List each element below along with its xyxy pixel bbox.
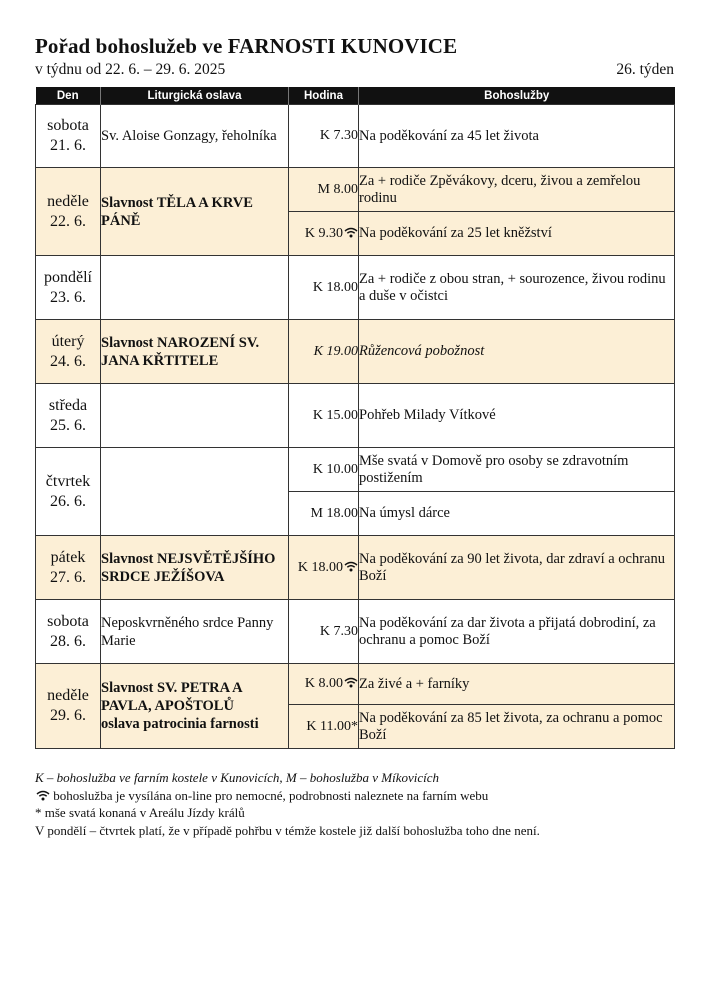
hour-text: K 9.30 <box>304 225 343 241</box>
hour-text: K 8.00 <box>304 676 343 691</box>
day-name: středa <box>48 396 88 414</box>
day-cell <box>36 536 101 600</box>
service-cell: Na poděkování za 85 let života, za ochranu a pomoc Boží <box>359 705 675 749</box>
wifi-icon <box>344 677 358 688</box>
day-cell <box>36 448 101 536</box>
service-cell: Za + rodiče Zpěvákovy, dceru, živou a zemřelou rodinu <box>359 168 675 212</box>
day-cell <box>36 320 101 384</box>
day-cell <box>36 256 101 320</box>
feast-cell: Slavnost TĚLA A KRVE PÁNĚ <box>101 168 289 256</box>
day-name: pondělí <box>44 268 92 286</box>
feast-cell <box>101 448 289 536</box>
day-name: neděle <box>47 687 89 704</box>
table-row <box>36 105 675 168</box>
feast-title: Slavnost SV. PETRA A PAVLA, APOŠTOLŮ <box>101 680 242 714</box>
service-cell: Pohřeb Milady Vítkové <box>359 384 675 448</box>
table-row <box>36 256 675 320</box>
header-feast: Liturgická oslava <box>101 87 289 105</box>
service-cell: Na poděkování za 45 let života <box>359 105 675 168</box>
hour-cell: K 11.00* <box>289 705 359 749</box>
online-note-text: bohoslužba je vysílána on-line pro nemocné, podrobnosti naleznete na farním webu <box>53 787 489 803</box>
feast-cell <box>101 384 289 448</box>
header-hour: Hodina <box>289 87 359 105</box>
day-name: neděle <box>47 192 89 210</box>
day-date: 21. 6. <box>50 137 86 154</box>
table-row <box>36 664 675 705</box>
hour-cell: K 19.00 <box>289 320 359 384</box>
hour-cell: M 8.00 <box>289 168 359 212</box>
hour-cell <box>289 212 359 256</box>
header-day: Den <box>36 87 101 105</box>
day-date: 28. 6. <box>50 632 86 650</box>
service-cell: Za živé a + farníky <box>359 664 675 705</box>
service-cell: Na poděkování za 90 let života, dar zdraví a ochranu Boží <box>359 536 675 600</box>
feast-subtitle: oslava patrocinia farnosti <box>101 716 259 732</box>
service-cell: Na poděkování za 25 let kněžství <box>359 212 675 256</box>
page-title: Pořad bohoslužeb ve FARNOSTI KUNOVICE <box>35 34 458 58</box>
day-date: 23. 6. <box>50 288 86 306</box>
hour-cell: K 7.30 <box>289 105 359 168</box>
header-services: Bohoslužby <box>359 87 675 105</box>
day-cell <box>36 384 101 448</box>
wifi-icon <box>344 227 358 238</box>
day-date: 25. 6. <box>50 416 86 434</box>
day-cell <box>36 600 101 664</box>
day-date: 27. 6. <box>50 568 86 586</box>
service-cell: Mše svatá v Domově pro osoby se zdravotním postižením <box>359 448 675 492</box>
footnotes <box>35 769 540 839</box>
date-range: v týdnu od 22. 6. – 29. 6. 2025 <box>35 61 226 78</box>
service-cell: Na poděkování za dar života a přijatá dobrodiní, za ochranu a pomoc Boží <box>359 600 675 664</box>
star-note: * mše svatá konaná v Areálu Jízdy králů <box>35 805 245 820</box>
hour-cell: M 18.00 <box>289 492 359 536</box>
feast-cell <box>101 664 289 749</box>
hour-cell <box>289 664 359 705</box>
day-date: 22. 6. <box>50 212 86 230</box>
day-cell <box>36 168 101 256</box>
legend-note: K – bohoslužba ve farním kostele v Kunovicích, M – bohoslužba v Míkovicích <box>35 770 440 785</box>
table-row <box>36 384 675 448</box>
table-row <box>36 600 675 664</box>
wifi-icon <box>344 561 358 572</box>
feast-cell: Slavnost NAROZENÍ SV. JANA KŘTITELE <box>101 320 289 384</box>
day-name: sobota <box>47 117 89 134</box>
schedule-table <box>35 87 675 749</box>
subtitle-row <box>35 61 674 79</box>
feast-cell: Slavnost NEJSVĚTĚJŠÍHO SRDCE JEŽÍŠOVA <box>101 536 289 600</box>
table-row <box>36 448 675 492</box>
day-date: 24. 6. <box>50 352 86 370</box>
wifi-icon <box>36 790 50 801</box>
service-cell: Za + rodiče z obou stran, + sourozence, živou rodinu a duše v očistci <box>359 256 675 320</box>
day-name: úterý <box>51 332 85 350</box>
service-cell: Růžencová pobožnost <box>359 320 675 384</box>
table-row <box>36 536 675 600</box>
service-cell: Na úmysl dárce <box>359 492 675 536</box>
table-row <box>36 168 675 212</box>
day-name: pátek <box>50 548 86 566</box>
day-cell <box>36 664 101 749</box>
hour-cell: K 7.30 <box>289 600 359 664</box>
day-date: 26. 6. <box>50 492 86 510</box>
feast-cell <box>101 256 289 320</box>
day-name: sobota <box>47 612 89 630</box>
hour-text: K 18.00 <box>297 559 343 575</box>
hour-cell: K 18.00 <box>289 256 359 320</box>
day-date: 29. 6. <box>50 707 86 724</box>
online-note <box>35 787 540 805</box>
feast-cell: Sv. Aloise Gonzagy, řeholníka <box>101 105 289 168</box>
day-cell <box>36 105 101 168</box>
feast-cell: Neposkvrněného srdce Panny Marie <box>101 600 289 664</box>
hour-cell: K 10.00 <box>289 448 359 492</box>
hour-cell <box>289 536 359 600</box>
table-header <box>36 87 675 105</box>
day-name: čtvrtek <box>45 472 91 490</box>
funeral-note: V pondělí – čtvrtek platí, že v případě pohřbu v témže kostele již další bohoslužba toho dne není. <box>35 822 540 838</box>
week-number: 26. týden <box>616 61 674 78</box>
table-row <box>36 320 675 384</box>
hour-cell: K 15.00 <box>289 384 359 448</box>
